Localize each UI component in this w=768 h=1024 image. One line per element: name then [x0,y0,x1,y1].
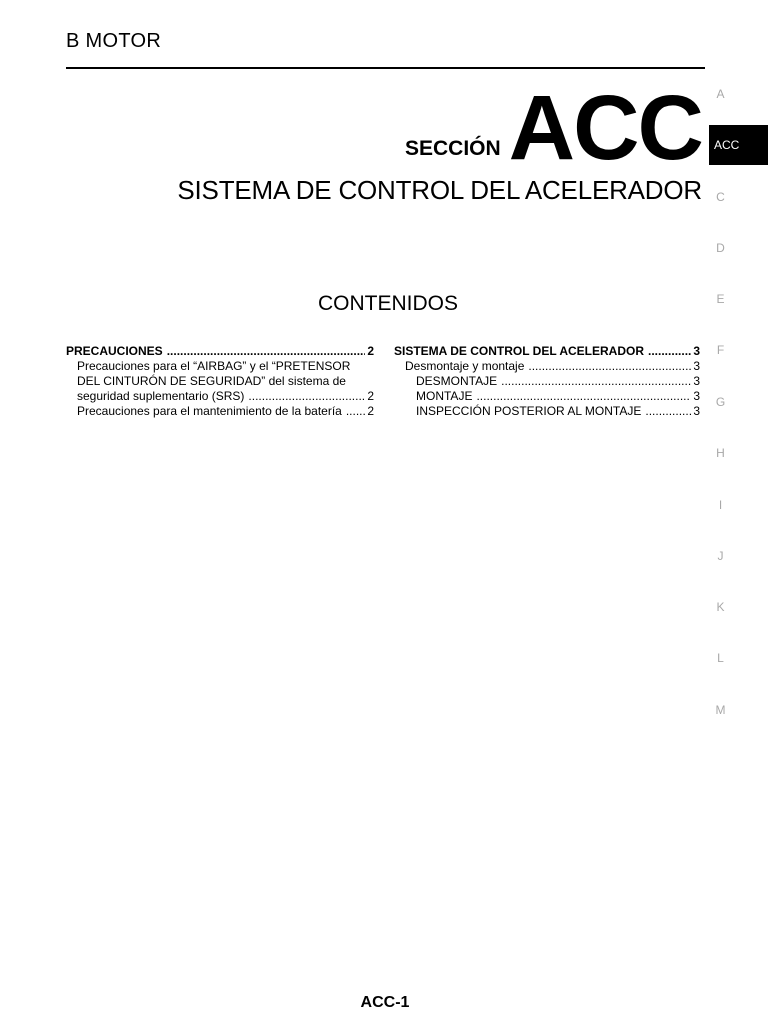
contents-heading: CONTENIDOS [317,292,458,315]
toc-leader-dots [501,374,691,389]
index-tab[interactable] [709,485,768,525]
header-label: B MOTOR [66,30,162,52]
toc-entry[interactable] [394,389,700,404]
index-tab-active[interactable] [709,125,768,165]
index-tab[interactable] [709,690,768,730]
index-tab[interactable] [709,536,768,576]
toc-entry-last-line [77,389,374,404]
toc-entry-page: 3 [693,389,700,403]
toc-leader-dots [248,389,365,404]
section-word: SECCIÓN [404,137,501,160]
index-tab[interactable] [709,228,768,268]
toc-entry-page: 3 [693,404,700,418]
toc-entry-page: 2 [367,389,374,403]
toc-left-column [66,344,374,419]
index-tab[interactable] [709,74,768,114]
toc-entry-title: SISTEMA DE CONTROL DEL ACELERADOR [394,344,645,358]
index-tab[interactable] [709,279,768,319]
toc-entry-title: MONTAJE [416,389,473,403]
toc-leader-dots [645,404,691,419]
index-tab-label: D [716,241,725,255]
toc-entry-page: 2 [367,404,374,418]
toc-entry-title-line: Precauciones para el “AIRBAG” y el “PRETENSOR [77,359,351,373]
toc-entry[interactable] [394,374,700,389]
index-tab-label: ACC [714,138,740,152]
toc-entry-title: Precauciones para el mantenimiento de la batería [77,404,342,418]
toc-entry-title: DESMONTAJE [416,374,498,388]
index-tab-label: L [717,651,724,665]
toc-leader-dots [648,344,691,359]
toc-entry-title: Desmontaje y montaje [405,359,525,373]
toc-entry-title-line: seguridad suplementario (SRS) [77,389,245,403]
toc-leader-dots [167,344,366,359]
index-tab-label: A [716,87,725,101]
index-tab[interactable] [709,177,768,217]
toc-entry-title: INSPECCIÓN POSTERIOR AL MONTAJE [416,404,642,418]
index-tab[interactable] [709,587,768,627]
toc-entry-title-line: DEL CINTURÓN DE SEGURIDAD” del sistema de [77,374,346,388]
page-number: ACC-1 [360,994,410,1011]
main-title: SISTEMA DE CONTROL DEL ACELERADOR [177,175,702,205]
toc-leader-dots [346,404,365,419]
section-row [404,77,702,179]
index-tab[interactable] [709,433,768,473]
index-tab[interactable] [709,382,768,422]
index-tab-label: J [717,549,724,563]
toc-entry-page: 2 [367,344,374,358]
toc-entry[interactable] [66,344,374,359]
toc-entry-page: 3 [693,374,700,388]
index-tab-label: G [715,395,726,409]
toc-entry[interactable] [394,359,700,374]
toc-entry-title: PRECAUCIONES [66,344,163,358]
toc-entry[interactable] [394,404,700,419]
toc-entry-page: 3 [693,344,700,358]
toc-leader-dots [476,389,691,404]
index-tab-label: I [718,498,723,512]
index-tab-label: M [715,703,726,717]
index-tab-label: E [716,292,725,306]
toc-entry-page: 3 [693,359,700,373]
toc-right-column [394,344,700,419]
section-code: ACC [508,77,702,179]
index-tab-label: C [716,190,725,204]
toc-leader-dots [528,359,691,374]
toc-entry[interactable] [66,359,374,404]
toc-entry[interactable] [394,344,700,359]
toc-entry[interactable] [66,404,374,419]
index-tab[interactable] [709,330,768,370]
index-tab-label: H [716,446,725,460]
index-tab[interactable] [709,638,768,678]
index-tab-label: F [716,343,725,357]
header-rule [66,67,705,69]
index-tab-label: K [716,600,725,614]
